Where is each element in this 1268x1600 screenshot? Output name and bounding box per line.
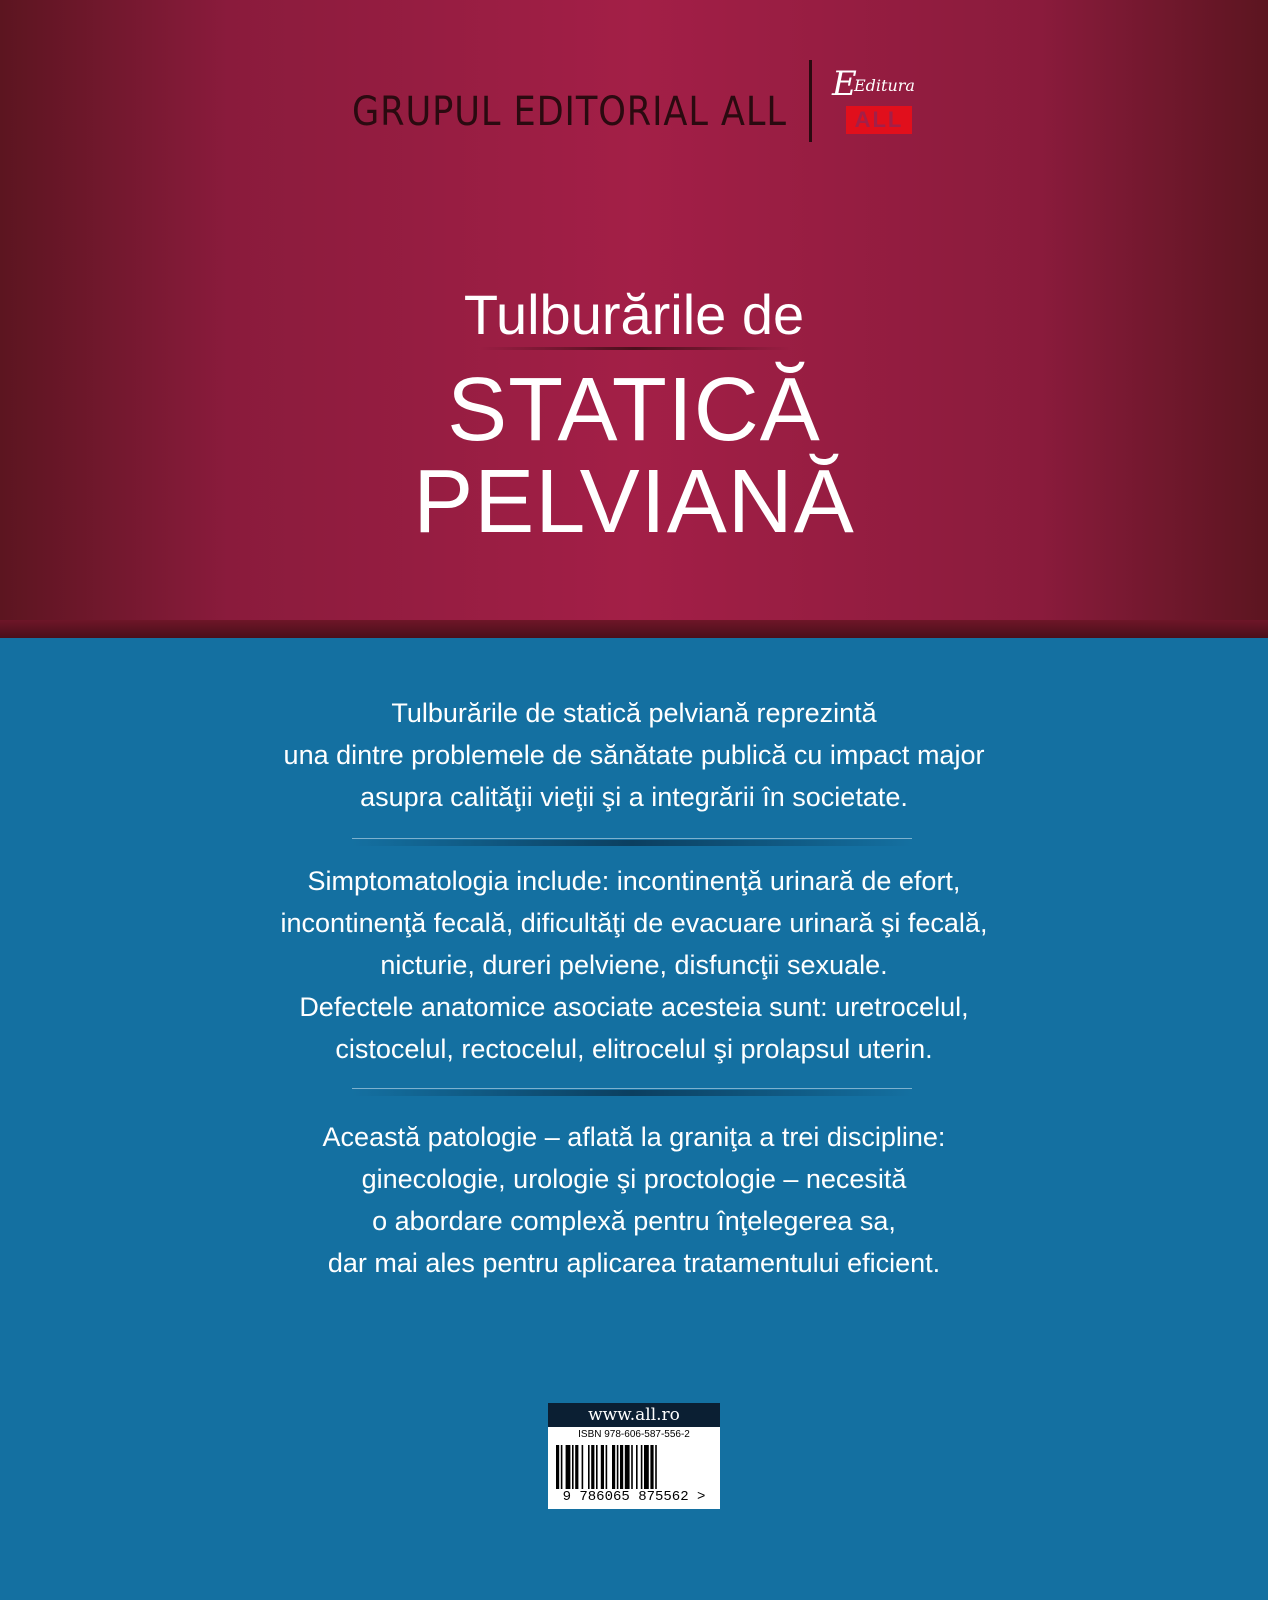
logo-script-letter: E — [832, 64, 857, 104]
paragraph-line: incontinenţă fecală, dificultăţi de evacuare urinară şi fecală, — [280, 908, 988, 938]
barcode-bar — [591, 1445, 594, 1489]
paragraph-line: Această patologie – aflată la graniţa a trei discipline: — [322, 1122, 946, 1152]
title-prefix: Tulburările de — [463, 283, 805, 346]
paragraph-line: dar mai ales pentru aplicarea tratamentului eficient. — [327, 1248, 941, 1278]
paragraph-line: Simptomatologia include: incontinenţă urinară de efort, — [307, 866, 961, 896]
panel-divider-band — [0, 620, 1268, 638]
barcode-bar — [631, 1445, 633, 1489]
barcode-bar — [601, 1445, 604, 1489]
barcode-bar — [556, 1445, 559, 1489]
barcode-bar — [650, 1445, 653, 1489]
barcode-number: 9 786065 875562 > — [562, 1489, 706, 1505]
barcode-bar — [617, 1445, 619, 1489]
paragraph-line: Defectele anatomice asociate acesteia sunt: uretrocelul, — [299, 992, 969, 1022]
barcode-bar — [612, 1445, 615, 1489]
barcode-bar — [575, 1445, 578, 1489]
paragraph-line: una dintre problemele de sănătate publică cu impact major — [283, 740, 985, 770]
barcode-bar — [582, 1445, 584, 1489]
barcode-bar — [596, 1445, 598, 1489]
barcode-bar — [572, 1445, 574, 1489]
barcode-website: www.all.ro — [548, 1403, 720, 1427]
publisher-header — [352, 64, 915, 142]
paragraph-line: o abordare complexă pentru înţelegerea sa, — [372, 1206, 896, 1236]
paragraph-symptoms — [0, 860, 1268, 1070]
section-separator — [352, 838, 912, 846]
paragraph-line: cistocelul, rectocelul, elitrocelul şi prolapsul uterin. — [335, 1034, 933, 1064]
title-line-2: PELVIANĂ — [413, 452, 855, 552]
title-line-1: STATICĂ — [447, 360, 821, 460]
section-separator — [352, 1088, 912, 1096]
paragraph-intro — [0, 692, 1268, 818]
publisher-name: GRUPUL EDITORIAL ALL — [352, 89, 787, 135]
paragraph-line: ginecologie, urologie şi proctologie – necesită — [361, 1164, 907, 1194]
barcode-bar — [636, 1445, 638, 1489]
logo-block: ALL — [846, 106, 912, 134]
barcode-isbn: ISBN 978-606-587-556-2 — [578, 1429, 690, 1440]
barcode-bar — [620, 1445, 623, 1489]
logo-script-text: Editura — [854, 76, 915, 95]
barcode-bar — [644, 1445, 649, 1489]
barcode-bar — [655, 1445, 657, 1489]
isbn-barcode — [548, 1403, 720, 1509]
publisher-divider — [809, 60, 812, 142]
barcode-bar — [566, 1445, 571, 1489]
paragraph-line: asupra calităţii vieţii şi a integrării în societate. — [360, 782, 908, 812]
barcode-bar — [588, 1445, 590, 1489]
barcode-bar — [641, 1445, 643, 1489]
editura-all-logo — [832, 64, 915, 136]
barcode-bar — [561, 1445, 563, 1489]
barcode-bars — [556, 1445, 712, 1489]
barcode-bar — [606, 1445, 608, 1489]
paragraph-line: Tulburările de statică pelviană reprezintă — [391, 698, 877, 728]
title-rule — [480, 347, 790, 350]
paragraph-pathology — [0, 1116, 1268, 1284]
barcode-bar — [625, 1445, 630, 1489]
paragraph-line: nicturie, dureri pelviene, disfuncţii sexuale. — [380, 950, 888, 980]
